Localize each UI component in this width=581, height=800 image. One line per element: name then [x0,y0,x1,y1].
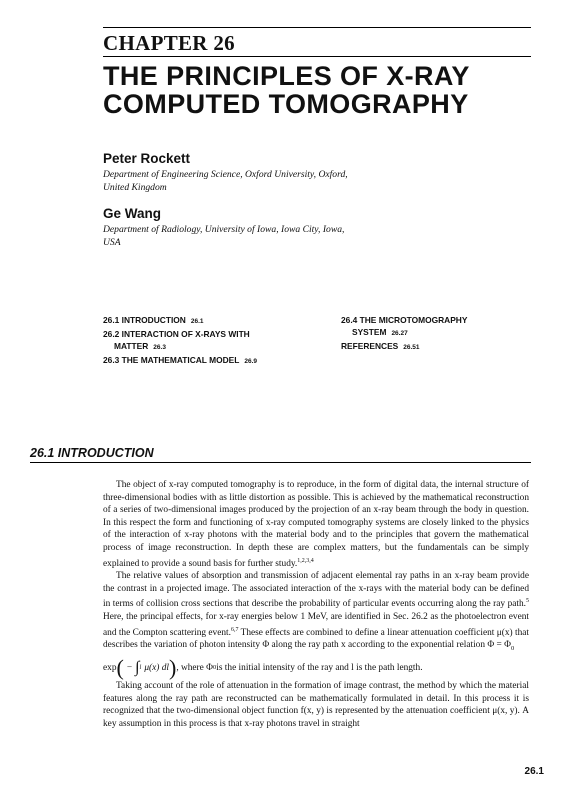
toc-entry[interactable]: 26.3 THE MATHEMATICAL MODEL 26.9 [103,355,257,365]
toc-entry[interactable]: REFERENCES 26.51 [341,341,420,351]
toc-entry[interactable]: SYSTEM 26.27 [352,327,408,337]
affiliation-line: Department of Engineering Science, Oxford University, Oxford, [103,169,348,180]
author-affiliation-2 [103,223,423,249]
author-name-2: Ge Wang [103,206,162,221]
section-heading: 26.1 INTRODUCTION [30,446,154,460]
title-line-1: THE PRINCIPLES OF X-RAY [103,61,470,91]
toc-entry[interactable]: 26.4 THE MICROTOMOGRAPHY [341,315,468,325]
attenuation-equation: exp ( − ∫ l μ(x) dl ) , where Φ 0 is the initial intensity of the ray and l is the path length. [103,654,423,680]
page-number: 26.1 [524,766,544,777]
header-rule [103,27,531,28]
toc-entry[interactable]: 26.1 INTRODUCTION 26.1 [103,315,204,325]
affiliation-line: USA [103,237,121,248]
chapter-label: CHAPTER 26 [103,31,235,55]
title-line-2: COMPUTED TOMOGRAPHY [103,89,469,119]
author-affiliation-1 [103,168,423,194]
toc-entry[interactable]: MATTER 26.3 [114,341,166,351]
chapter-rule [103,56,531,57]
toc-left-column [103,314,257,368]
toc-right-column [341,314,467,354]
paragraph-2: The relative values of absorption and transmission of adjacent elemental ray paths in an x-ray beam provide the contrast in a projected image. The associated interaction of the x-rays with the material body can be defined in terms of collision cross sections that describe the probability of particular events occurring along the ray path.$^5$ Here, the principal effects, for x-ray energies below 1 MeV, are identified in Sec. 26.2 as the photoelectron event and the Compton scattering event.$^{6,7}$ These effects are combined to define a linear attenuation coefficient μ(x) that describes the variation of photon intensity Φ along the ray path x according to the exponential relation $\Phi = \Phi_0$ [103,571,529,653]
affiliation-line: Department of Radiology, University of Iowa, Iowa City, Iowa, [103,224,345,235]
affiliation-line: United Kingdom [103,182,167,193]
chapter-title [103,62,470,118]
body-text [103,479,529,730]
paragraph-3: Taking account of the role of attenuation in the formation of image contrast, the method by which the material features along the ray path are reconstructed can be mathematically formulated in detail. In this process it is recognized that the two-dimensional object function f(x, y) is represented by the attenuation coefficient μ(x, y). A key assumption in this process is that x-ray photons travel in straight [103,680,529,729]
author-name-1: Peter Rockett [103,151,191,166]
section-rule [30,462,531,463]
toc-entry[interactable]: 26.2 INTERACTION OF X-RAYS WITH [103,329,250,339]
paragraph-1: The object of x-ray computed tomography is to reproduce, in the form of digital data, the internal structure of three-dimensional bodies with as little distortion as possible. This is achieved by the mathematical reconstruction of a series of two-dimensional images produced by the projection of an x-ray beam through the body in question. In this respect the form and functioning of x-ray computed tomography systems are closely linked to the physics of the interaction of x-ray photons with the material body and to the principles that govern the mathematical process of image reconstruction. In depth these are complex matters, but the fundamentals can be simply explained to provide a sound basis for further study.$^{1,2,3,4}$ [103,480,529,569]
